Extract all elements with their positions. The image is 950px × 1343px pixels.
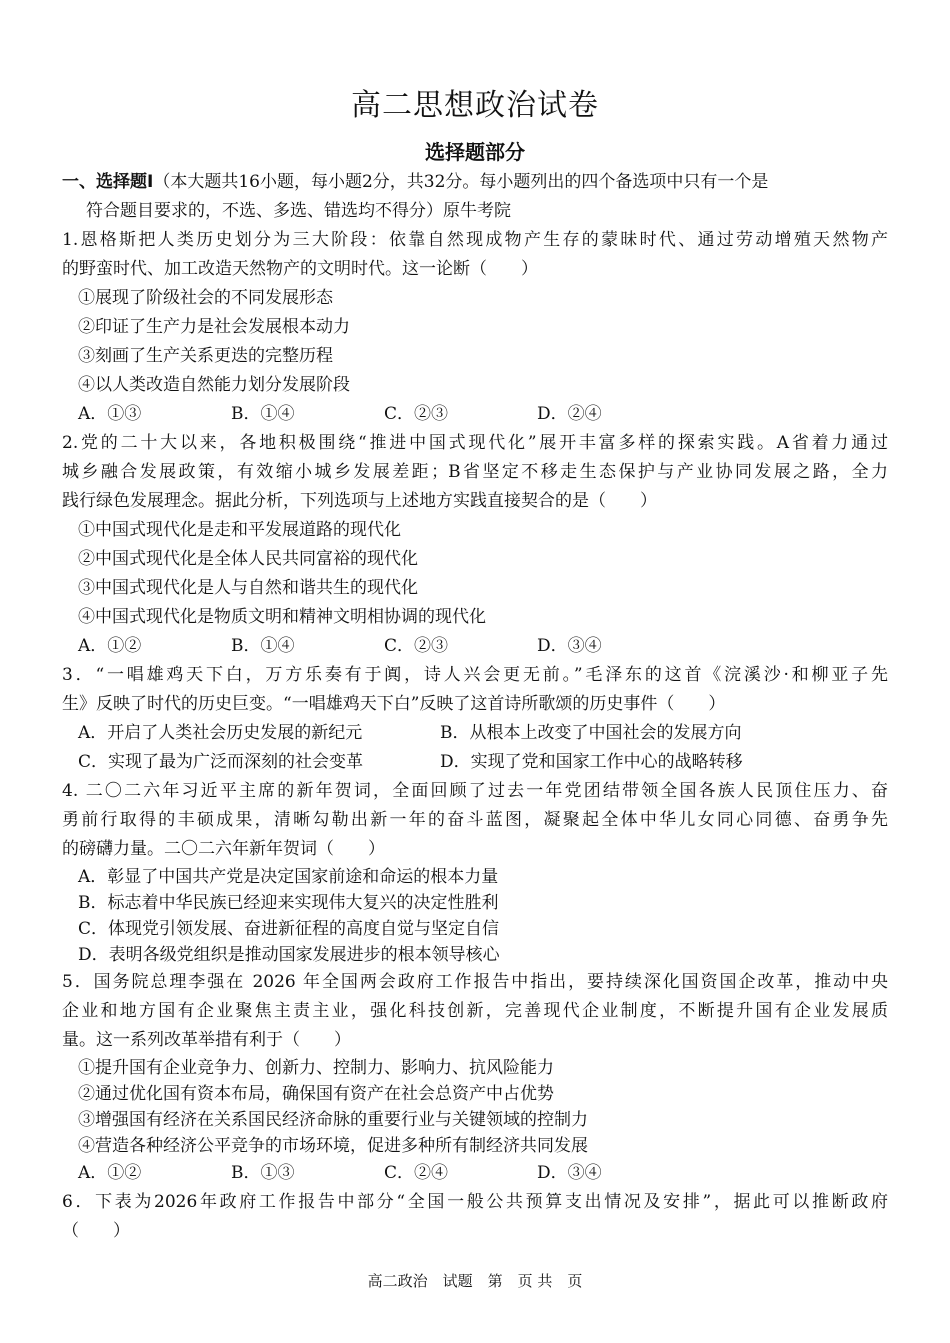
choice-d: D．实现了党和国家工作中心的战略转移	[440, 752, 743, 772]
section-header	[62, 168, 888, 197]
statement: ②通过优化国有资本布局，确保国有资产在社会总资产中占优势	[78, 1084, 554, 1104]
choice-c: C．②③	[384, 404, 449, 424]
choice-c: C．②③	[384, 636, 449, 656]
section-label: 一、选择题Ⅰ	[62, 172, 154, 192]
choice-a: A．①②	[78, 1163, 142, 1183]
question-stem-line: 城乡融合发展政策，有效缩小城乡发展差距；B省坚定不移走生态保护与产业协同发展之路，全力	[62, 462, 888, 482]
statement: ①提升国有企业竞争力、创新力、控制力、影响力、抗风险能力	[78, 1058, 554, 1078]
question-stem-line: 的野蛮时代、加工改造天然物产的文明时代。这一论断（ ）	[62, 259, 538, 279]
choice-a: A．彰显了中国共产党是决定国家前途和命运的根本力量	[78, 867, 499, 887]
question-stem-line: 勇前行取得的丰硕成果，清晰勾勒出新一年的奋斗蓝图，凝聚起全体中华儿女同心同德、奋勇争先	[62, 810, 888, 830]
answer-choices	[62, 400, 888, 429]
statement: ②印证了生产力是社会发展根本动力	[78, 317, 350, 337]
statement: ④以人类改造自然能力划分发展阶段	[78, 375, 350, 395]
answer-choices	[62, 1159, 888, 1188]
section-desc-line1: （本大题共16小题，每小题2分，共32分。每小题列出的四个备选项中只有一个是	[153, 172, 769, 192]
statement: ③增强国有经济在关系国民经济命脉的重要行业与关键领域的控制力	[78, 1110, 588, 1130]
question-stem-line: 量。这一系列改革举措有利于（ ）	[62, 1030, 351, 1050]
choice-d: D．③④	[537, 636, 602, 656]
choice-a: A．开启了人类社会历史发展的新纪元	[78, 723, 363, 743]
answer-choices-row	[62, 719, 888, 748]
choice-b: B．①③	[231, 1163, 295, 1183]
question-stem-line: 1.恩格斯把人类历史划分为三大阶段：依靠自然现成物产生存的蒙昧时代、通过劳动增殖天然物产	[62, 230, 888, 250]
question-4	[62, 777, 888, 968]
page-title: 高二思想政治试卷	[351, 88, 599, 123]
section-desc-line2: 符合题目要求的，不选、多选、错选均不得分）原牛考院	[86, 201, 511, 221]
statement: ①展现了阶级社会的不同发展形态	[78, 288, 333, 308]
choice-b: B．标志着中华民族已经迎来实现伟大复兴的决定性胜利	[78, 893, 499, 913]
answer-choices	[62, 632, 888, 661]
statement: ④中国式现代化是物质文明和精神文明相协调的现代化	[78, 607, 486, 627]
question-stem-line: 5．国务院总理李强在 2026 年全国两会政府工作报告中指出，要持续深化国资国企改革，推动中央	[62, 972, 888, 992]
question-stem-line: 6．下表为2026年政府工作报告中部分“全国一般公共预算支出情况及安排”，据此可以推断政府	[62, 1192, 888, 1212]
question-3	[62, 661, 888, 777]
statement: ②中国式现代化是全体人民共同富裕的现代化	[78, 549, 418, 569]
question-stem-line: 生》反映了时代的历史巨变。“一唱雄鸡天下白”反映了这首诗所歌颂的历史事件（ ）	[62, 694, 726, 714]
question-6	[62, 1188, 888, 1246]
question-stem-line: 践行绿色发展理念。据此分析，下列选项与上述地方实践直接契合的是（ ）	[62, 491, 657, 511]
question-stem-line: 企业和地方国有企业聚焦主责主业，强化科技创新，完善现代企业制度，不断提升国有企业发展质	[62, 1001, 888, 1021]
question-stem-line: 2.党的二十大以来，各地积极围绕“推进中国式现代化”展开丰富多样的探索实践。A省着力通过	[62, 433, 888, 453]
choice-a: A．①③	[78, 404, 142, 424]
choice-b: B．①④	[231, 404, 295, 424]
choice-b: B．①④	[231, 636, 295, 656]
choice-d: D．②④	[537, 404, 602, 424]
question-stem-line: 的磅礴力量。二〇二六年新年贺词（ ）	[62, 839, 385, 859]
choice-c: C．体现党引领发展、奋进新征程的高度自觉与坚定自信	[78, 919, 500, 939]
statement: ①中国式现代化是走和平发展道路的现代化	[78, 520, 401, 540]
statement: ④营造各种经济公平竞争的市场环境，促进多种所有制经济共同发展	[78, 1136, 588, 1156]
choice-d: D．表明各级党组织是推动国家发展进步的根本领导核心	[78, 945, 500, 965]
choice-c: C．②④	[384, 1163, 449, 1183]
choice-a: A．①②	[78, 636, 142, 656]
choice-b: B．从根本上改变了中国社会的发展方向	[440, 723, 742, 743]
question-1	[62, 226, 888, 429]
question-2	[62, 429, 888, 661]
exam-content	[62, 168, 888, 1246]
page-footer: 高二政治 试题 第 页 共 页	[367, 1272, 583, 1290]
answer-choices-row	[62, 748, 888, 777]
section-subtitle: 选择题部分	[425, 140, 525, 164]
question-stem-line: （ ）	[62, 1221, 130, 1241]
choice-c: C．实现了最为广泛而深刻的社会变革	[78, 752, 364, 772]
choice-d: D．③④	[537, 1163, 602, 1183]
question-5	[62, 968, 888, 1188]
statement: ③中国式现代化是人与自然和谐共生的现代化	[78, 578, 418, 598]
question-stem-line: 3．“一唱雄鸡天下白，万方乐奏有于阗，诗人兴会更无前。”毛泽东的这首《浣溪沙·和柳亚子先	[62, 665, 888, 685]
question-stem-line: 4. 二〇二六年习近平主席的新年贺词，全面回顾了过去一年党团结带领全国各族人民顶住压力、奋	[62, 781, 888, 801]
statement: ③刻画了生产关系更迭的完整历程	[78, 346, 333, 366]
